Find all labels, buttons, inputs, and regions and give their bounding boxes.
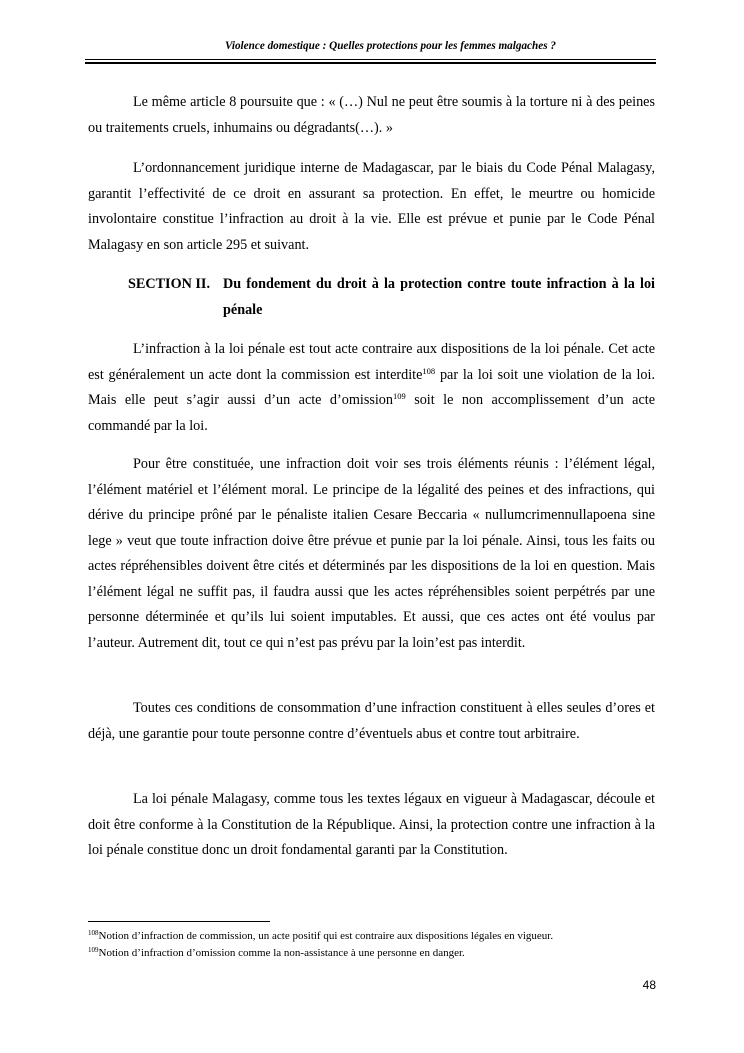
footnote-separator — [88, 921, 270, 922]
footnote-ref-109[interactable]: 109 — [393, 391, 406, 401]
paragraph-5 — [88, 696, 655, 747]
paragraph-4 — [88, 452, 655, 656]
paragraph-text — [88, 337, 655, 439]
footnote-mark: 109 — [88, 946, 99, 954]
paragraph-2 — [88, 156, 655, 258]
page-number: 48 — [642, 978, 656, 992]
paragraph-1 — [88, 90, 655, 141]
footnote-text: Notion d’infraction d’omission comme la non-assistance à une personne en danger. — [98, 947, 465, 959]
footnote-ref-108[interactable]: 108 — [422, 365, 436, 376]
paragraph-3-part-b: par la loi soit une violation de la loi. Mais elle peut s’agir aussi d’un acte d’omission — [88, 366, 655, 408]
paragraph-text: Toutes ces conditions de consommation d’une infraction constituent à elles seules d’ores et déjà, une garantie pour toute personne contre d’éventuels abus et contre tout arbitraire. — [88, 700, 655, 742]
paragraph-text: Le même article 8 poursuite que : « (…) Nul ne peut être soumis à la torture ni à des peines ou traitements cruels, inhumains ou dégradants(…). » — [88, 94, 655, 136]
footnote-108 — [88, 929, 668, 943]
running-header — [85, 40, 656, 64]
paragraph-3-part-c: soit le non accomplissement d’un acte commandé par la loi. — [88, 392, 655, 434]
section-title: Du fondement du droit à la protection contre toute infraction à la loi pénale — [223, 276, 655, 318]
footnote-109 — [88, 946, 668, 960]
paragraph-text: L’ordonnancement juridique interne de Madagascar, par le biais du Code Pénal Malagasy, garantit l’effectivité de ce droit en assurant sa protection. En effet, le meurtre ou homicide involontaire constitue l’infraction au droit à la vie. Elle est prévue et punie par le Code Pénal Malagasy en son article 295 et suivant. — [88, 160, 655, 253]
header-title: Violence domestique : Quelles protections pour les femmes malgaches ? — [225, 40, 556, 52]
section-number: SECTION II. — [128, 276, 211, 292]
paragraph-3 — [88, 337, 655, 439]
footnote-text: Notion d’infraction de commission, un acte positif qui est contraire aux dispositions légales en vigueur. — [98, 930, 554, 942]
header-rule-thick — [85, 62, 656, 64]
paragraph-3-part-a: L’infraction à la loi pénale est tout acte contraire aux dispositions de la loi pénale. Cet acte est généralement un acte dont la commission est interdite — [88, 341, 655, 383]
paragraph-text: Pour être constituée, une infraction doit voir ses trois éléments réunis : l’élément légal, l’élément matériel et l’élément moral. Le principe de la légalité des peines et des infractions, qui dérive du principe prôné par le pénaliste italien Cesare Beccaria « nullumcrimennullapoena sine lege » veut que toute infraction doive être prévue et punie par la loi pénale. Ainsi, tous les faits ou actes répréhensibles doivent être cités et déterminés par les dispositions de la loi en question. Mais l’élément légal ne suffit pas, il faudra aussi que les actes répréhensibles soient perpétrés par une personne déterminée et qu’ils lui soient imputables. Et aussi, que ces actes ont été voulus par l’auteur. Autrement dit, tout ce qui n’est pas prévu par la loin’est pas interdit. — [88, 456, 655, 651]
paragraph-6 — [88, 787, 655, 864]
footnote-mark: 108 — [88, 929, 99, 937]
header-rule — [85, 59, 656, 60]
paragraph-text: La loi pénale Malagasy, comme tous les textes légaux en vigueur à Madagascar, découle et doit être conforme à la Constitution de la République. Ainsi, la protection contre une infraction à la loi pénale constitue donc un droit fondamental garanti par la Constitution. — [88, 791, 655, 858]
